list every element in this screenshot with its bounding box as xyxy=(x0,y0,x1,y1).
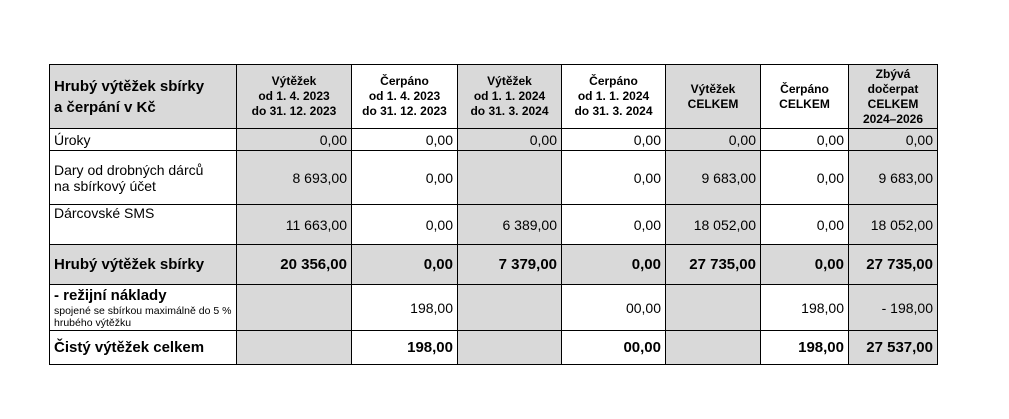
row-label-note: spojené se sbírkou maximálně do 5 % hrubého výtěžku xyxy=(54,304,232,329)
header-line: Čerpáno xyxy=(589,74,638,88)
table-cell: 6 389,00 xyxy=(458,205,562,245)
header-cerpano-2023 xyxy=(352,65,458,129)
table-cell: 0,00 xyxy=(352,205,458,245)
table-cell: 0,00 xyxy=(666,129,761,151)
row-label-title: - režijní náklady xyxy=(54,286,167,304)
table-cell: 18 052,00 xyxy=(849,205,938,245)
table-cell: 8 693,00 xyxy=(237,151,352,205)
header-vytezek-2024 xyxy=(458,65,562,129)
table-row xyxy=(50,205,938,245)
table-cell: 0,00 xyxy=(352,129,458,151)
header-zbyva-docerpat xyxy=(849,65,938,129)
table-cell xyxy=(458,285,562,331)
header-line: do 31. 3. 2024 xyxy=(574,104,653,118)
header-line: CELKEM xyxy=(867,96,919,111)
table-cell: 9 683,00 xyxy=(849,151,938,205)
row-label: Úroky xyxy=(50,129,237,151)
table-cell: 0,00 xyxy=(352,151,458,205)
financial-table xyxy=(49,64,938,365)
table-cell: 7 379,00 xyxy=(458,245,562,285)
table-cell xyxy=(237,285,352,331)
row-label-line: Dary od drobných dárců xyxy=(54,161,204,178)
row-label: Čistý výtěžek celkem xyxy=(50,331,237,365)
table-cell: 0,00 xyxy=(352,245,458,285)
table-row xyxy=(50,129,938,151)
header-line: dočerpat xyxy=(867,81,919,96)
table-cell: 0,00 xyxy=(562,129,666,151)
table-cell: 198,00 xyxy=(761,285,849,331)
table-row xyxy=(50,151,938,205)
row-label-line: na sbírkový účet xyxy=(54,177,156,194)
table-cell: 0,00 xyxy=(458,129,562,151)
table-cell: 0,00 xyxy=(761,245,849,285)
table-cell: 11 663,00 xyxy=(237,205,352,245)
table-cell xyxy=(237,331,352,365)
table-cell: 00,00 xyxy=(562,285,666,331)
table-row-total xyxy=(50,245,938,285)
table-row-net-total xyxy=(50,331,938,365)
table-cell: 27 735,00 xyxy=(666,245,761,285)
header-line: Výtěžek xyxy=(487,74,532,88)
table-cell xyxy=(666,331,761,365)
table-cell: 0,00 xyxy=(761,151,849,205)
corner-header xyxy=(50,65,237,129)
table-cell: 0,00 xyxy=(562,151,666,205)
table-cell xyxy=(458,151,562,205)
table-cell xyxy=(458,331,562,365)
table-row xyxy=(50,285,938,331)
table-cell: 198,00 xyxy=(761,331,849,365)
header-line: od 1. 4. 2023 xyxy=(368,89,441,103)
row-label: Hrubý výtěžek sbírky xyxy=(50,245,237,285)
header-line: CELKEM xyxy=(687,96,739,111)
header-line: CELKEM xyxy=(779,96,830,111)
row-label xyxy=(50,151,237,205)
table-cell: 20 356,00 xyxy=(237,245,352,285)
table-cell: 0,00 xyxy=(761,129,849,151)
table-cell xyxy=(666,285,761,331)
header-row xyxy=(50,65,938,129)
header-line: Výtěžek xyxy=(271,74,317,88)
row-label xyxy=(50,285,237,331)
header-line: Zbývá xyxy=(875,66,911,81)
table-cell: 0,00 xyxy=(237,129,352,151)
header-line: Výtěžek xyxy=(690,81,736,96)
table-cell: 9 683,00 xyxy=(666,151,761,205)
table-cell: 27 537,00 xyxy=(849,331,938,365)
table-cell: 198,00 xyxy=(352,331,458,365)
header-vytezek-2023 xyxy=(237,65,352,129)
table-cell: 0,00 xyxy=(761,205,849,245)
row-label: Dárcovské SMS xyxy=(50,205,237,245)
table-cell: - 198,00 xyxy=(849,285,938,331)
header-vytezek-celkem xyxy=(666,65,761,129)
header-line: od 1. 1. 2024 xyxy=(577,89,650,103)
header-line: do 31. 12. 2023 xyxy=(362,104,447,118)
table-cell: 27 735,00 xyxy=(849,245,938,285)
table-cell: 0,00 xyxy=(562,205,666,245)
table-cell: 18 052,00 xyxy=(666,205,761,245)
header-line: Čerpáno xyxy=(780,81,829,96)
header-line: od 1. 4. 2023 xyxy=(258,89,330,103)
header-line: 2024–2026 xyxy=(862,111,924,126)
table-cell: 0,00 xyxy=(562,245,666,285)
table-cell: 00,00 xyxy=(562,331,666,365)
header-cerpano-celkem xyxy=(761,65,849,129)
header-line: do 31. 3. 2024 xyxy=(470,104,549,118)
header-line: od 1. 1. 2024 xyxy=(473,89,546,103)
corner-line: Hrubý výtěžek sbírky xyxy=(54,77,205,95)
corner-line: a čerpání v Kč xyxy=(54,98,156,116)
header-line: Čerpáno xyxy=(380,74,429,88)
table-cell: 198,00 xyxy=(352,285,458,331)
header-line: do 31. 12. 2023 xyxy=(251,104,337,118)
header-cerpano-2024 xyxy=(562,65,666,129)
table-cell: 0,00 xyxy=(849,129,938,151)
